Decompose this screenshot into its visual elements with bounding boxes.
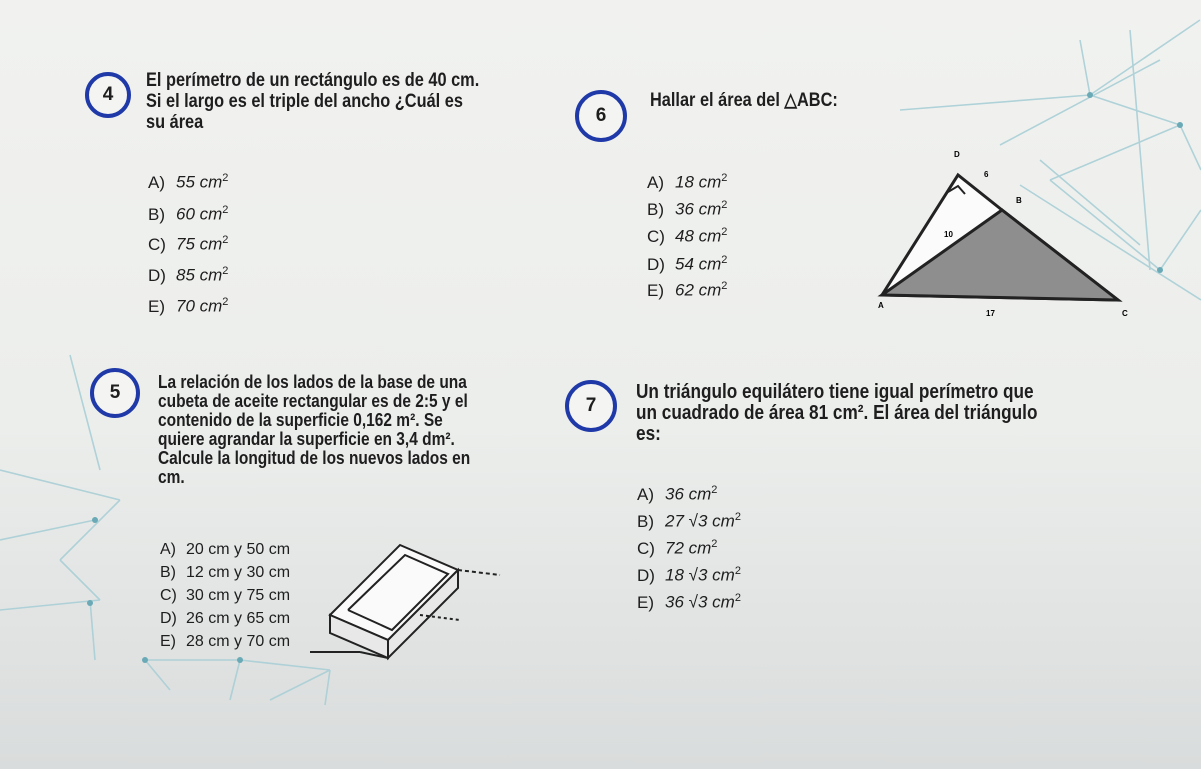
option-letter: E) xyxy=(148,296,165,316)
question-5-line1: La relación de los lados de la base de una xyxy=(158,372,467,392)
question-4-option-c[interactable] xyxy=(148,234,228,255)
question-5-line5: Calcule la longitud de los nuevos lados en xyxy=(158,448,471,468)
option-letter: A) xyxy=(148,172,165,192)
question-7-number: 7 xyxy=(585,395,597,416)
option-exponent: 2 xyxy=(222,265,229,277)
option-exponent: 2 xyxy=(711,538,718,550)
question-6-number: 6 xyxy=(595,105,607,126)
option-value: 18 cm xyxy=(675,172,722,192)
side-label-17: 17 xyxy=(986,309,995,318)
question-7-option-c[interactable] xyxy=(637,538,717,559)
question-5-line3: contenido de la superficie 0,162 m². Se xyxy=(158,410,443,430)
question-6-option-d[interactable] xyxy=(647,254,727,275)
question-6-number-circle xyxy=(575,90,627,142)
option-value: 12 cm y 30 cm xyxy=(186,564,291,581)
question-4-line2: Si el largo es el triple del ancho ¿Cuál es xyxy=(146,91,463,112)
question-5-line6: cm. xyxy=(158,467,185,487)
option-letter: B) xyxy=(160,564,176,581)
option-letter: D) xyxy=(637,565,655,585)
option-exponent: 2 xyxy=(222,296,229,308)
option-exponent: 2 xyxy=(734,565,741,577)
option-exponent: 2 xyxy=(734,511,741,523)
side-label-6: 6 xyxy=(984,170,989,179)
rectangular-tray-figure xyxy=(300,540,510,665)
question-6-option-e[interactable] xyxy=(647,280,727,301)
question-5-number: 5 xyxy=(109,382,121,403)
triangle-abc-figure xyxy=(860,140,1150,330)
option-value: 18 √3 cm xyxy=(665,565,735,585)
question-4-option-a[interactable] xyxy=(148,172,228,193)
question-6-option-b[interactable] xyxy=(647,199,727,220)
question-4-option-d[interactable] xyxy=(148,265,228,286)
question-7-statement xyxy=(636,382,1037,445)
vertex-label-b: B xyxy=(1016,196,1022,205)
option-letter: E) xyxy=(160,633,176,650)
question-5-line2: cubeta de aceite rectangular es de 2:5 y el xyxy=(158,391,468,411)
vertex-label-a: A xyxy=(878,301,884,310)
question-4-number: 4 xyxy=(102,84,114,105)
option-value: 48 cm xyxy=(675,226,722,246)
option-exponent: 2 xyxy=(711,484,718,496)
option-value: 75 cm xyxy=(176,234,223,254)
option-value: 85 cm xyxy=(176,265,223,285)
option-exponent: 2 xyxy=(721,172,728,184)
question-6-option-c[interactable] xyxy=(647,226,727,247)
option-exponent: 2 xyxy=(721,280,728,292)
question-4-number-circle xyxy=(85,72,131,118)
option-letter: C) xyxy=(160,587,177,604)
option-exponent: 2 xyxy=(222,204,229,216)
option-letter: A) xyxy=(637,484,654,504)
option-letter: A) xyxy=(647,172,664,192)
question-7-option-e[interactable] xyxy=(637,592,741,613)
vertex-label-d: D xyxy=(954,150,960,159)
option-value: 30 cm y 75 cm xyxy=(186,587,291,604)
question-5-option-c[interactable] xyxy=(160,587,290,605)
option-letter: D) xyxy=(148,265,166,285)
option-value: 55 cm xyxy=(176,172,223,192)
option-letter: E) xyxy=(647,280,664,300)
question-5-option-a[interactable] xyxy=(160,541,290,559)
option-value: 36 √3 cm xyxy=(665,592,735,612)
question-5-statement xyxy=(158,373,470,487)
vertex-label-c: C xyxy=(1122,309,1128,318)
question-6-option-a[interactable] xyxy=(647,172,727,193)
option-letter: C) xyxy=(637,538,655,558)
option-exponent: 2 xyxy=(721,199,728,211)
option-value: 27 √3 cm xyxy=(665,511,735,531)
option-value: 62 cm xyxy=(675,280,722,300)
option-value: 72 cm xyxy=(665,538,712,558)
option-value: 60 cm xyxy=(176,204,223,224)
question-6-prompt: Hallar el área del △ABC: xyxy=(650,90,838,111)
question-7-number-circle xyxy=(565,380,617,432)
question-4-statement xyxy=(146,70,550,133)
question-5-option-e[interactable] xyxy=(160,633,290,651)
question-7-line2: un cuadrado de área 81 cm². El área del triángulo xyxy=(636,402,1038,424)
option-letter: B) xyxy=(148,204,165,224)
option-letter: B) xyxy=(647,199,664,219)
option-value: 54 cm xyxy=(675,254,722,274)
question-7-line1: Un triángulo equilátero tiene igual perímetro que xyxy=(636,381,1034,403)
question-5-option-d[interactable] xyxy=(160,610,290,628)
option-value: 36 cm xyxy=(665,484,712,504)
question-7-option-a[interactable] xyxy=(637,484,717,505)
question-5-number-circle xyxy=(90,368,140,418)
option-exponent: 2 xyxy=(721,254,728,266)
option-letter: C) xyxy=(647,226,665,246)
option-value: 36 cm xyxy=(675,199,722,219)
option-value: 26 cm y 65 cm xyxy=(186,610,291,627)
question-4-line1: El perímetro de un rectángulo es de 40 cm. xyxy=(146,70,480,91)
question-7-option-b[interactable] xyxy=(637,511,741,532)
question-5-option-b[interactable] xyxy=(160,564,290,582)
question-7-option-d[interactable] xyxy=(637,565,741,586)
option-value: 28 cm y 70 cm xyxy=(186,633,291,650)
question-4-option-b[interactable] xyxy=(148,204,228,225)
option-exponent: 2 xyxy=(222,234,229,246)
option-letter: C) xyxy=(148,234,166,254)
option-exponent: 2 xyxy=(721,226,728,238)
question-4-line3: su área xyxy=(146,112,204,133)
option-letter: D) xyxy=(647,254,665,274)
option-exponent: 2 xyxy=(222,172,229,184)
option-letter: B) xyxy=(637,511,654,531)
option-letter: E) xyxy=(637,592,654,612)
question-7-line3: es: xyxy=(636,423,661,445)
option-value: 20 cm y 50 cm xyxy=(186,541,291,558)
option-letter: A) xyxy=(160,541,176,558)
option-value: 70 cm xyxy=(176,296,223,316)
option-exponent: 2 xyxy=(734,592,741,604)
question-4-option-e[interactable] xyxy=(148,296,228,317)
side-label-10: 10 xyxy=(944,230,953,239)
option-letter: D) xyxy=(160,610,177,627)
question-5-line4: quiere agrandar la superficie en 3,4 dm². xyxy=(158,429,455,449)
